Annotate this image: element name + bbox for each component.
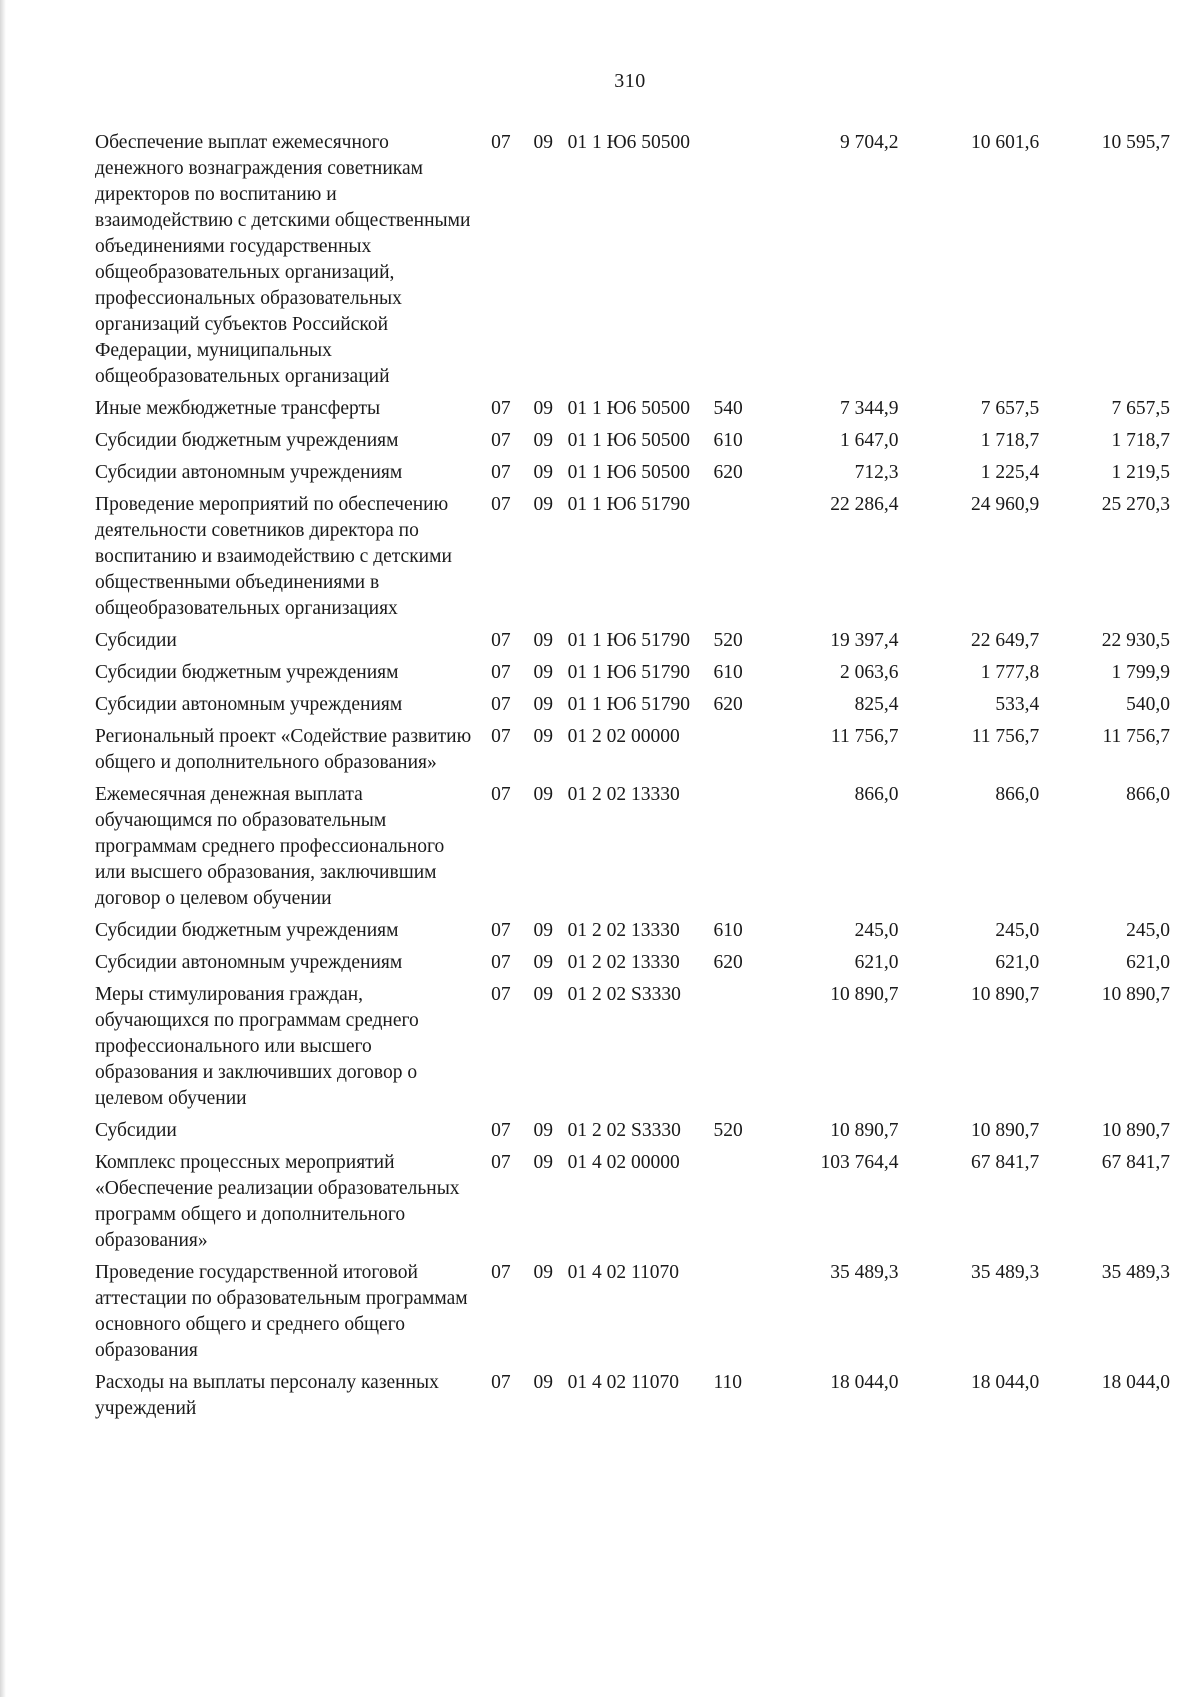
section-code: 07 xyxy=(491,430,511,451)
amount-year-2: 67 841,7 xyxy=(970,1152,1040,1173)
target-article-code: 01 4 02 00000 xyxy=(567,1152,680,1173)
amount-year-2: 866,0 xyxy=(995,784,1040,805)
amount-year-1: 245,0 xyxy=(854,920,899,941)
subsection-code: 09 xyxy=(533,132,553,153)
amount-year-3: 35 489,3 xyxy=(1101,1262,1170,1283)
target-article-code: 01 2 02 00000 xyxy=(567,726,680,747)
table-row xyxy=(95,660,1170,692)
expense-name: Меры стимулирования граждан, обучающихся по программам среднего профессионального или высшего образования и заключивших договор о целевом обучении xyxy=(95,984,419,1109)
subsection-code: 09 xyxy=(533,462,553,483)
expense-name: Субсидии бюджетным учреждениям xyxy=(95,430,399,451)
amount-year-3: 10 595,7 xyxy=(1101,132,1170,153)
subsection-code: 09 xyxy=(533,952,553,973)
expense-type-code: 520 xyxy=(713,630,743,651)
subsection-code: 09 xyxy=(533,984,553,1005)
expense-type-code: 620 xyxy=(713,694,743,715)
amount-year-2: 35 489,3 xyxy=(970,1262,1040,1283)
expense-name: Проведение мероприятий по обеспечению деятельности советников директора по воспитанию и взаимодействию с детскими общественными объединениями в общеобразовательных организациях xyxy=(95,494,452,619)
section-code: 07 xyxy=(491,1120,511,1141)
section-code: 07 xyxy=(491,984,511,1005)
subsection-code: 09 xyxy=(533,920,553,941)
amount-year-2: 22 649,7 xyxy=(970,630,1040,651)
amount-year-2: 1 225,4 xyxy=(980,462,1040,483)
expense-name: Расходы на выплаты персоналу казенных учреждений xyxy=(95,1372,439,1419)
amount-year-3: 22 930,5 xyxy=(1101,630,1170,651)
subsection-code: 09 xyxy=(533,726,553,747)
amount-year-3: 11 756,7 xyxy=(1102,726,1170,747)
expense-name: Субсидии xyxy=(95,630,177,651)
target-article-code: 01 1 Ю6 51790 xyxy=(567,630,691,651)
subsection-code: 09 xyxy=(533,1262,553,1283)
expense-type-code: 610 xyxy=(713,920,743,941)
amount-year-2: 10 601,6 xyxy=(970,132,1040,153)
table-row xyxy=(95,1150,1170,1260)
amount-year-1: 18 044,0 xyxy=(830,1372,899,1393)
amount-year-1: 103 764,4 xyxy=(820,1152,899,1173)
amount-year-1: 10 890,7 xyxy=(830,1120,899,1141)
expense-name: Ежемесячная денежная выплата обучающимся по образовательным программам среднего профессионального или высшего образования, заключившим договор о целевом обучении xyxy=(95,784,445,909)
expense-type-code xyxy=(713,1150,757,1260)
amount-year-1: 866,0 xyxy=(854,784,899,805)
subsection-code: 09 xyxy=(533,398,553,419)
amount-year-3: 866,0 xyxy=(1126,784,1170,805)
amount-year-3: 10 890,7 xyxy=(1101,1120,1170,1141)
section-code: 07 xyxy=(491,398,511,419)
table-row xyxy=(95,692,1170,724)
table-row xyxy=(95,628,1170,660)
expense-type-code: 620 xyxy=(713,462,743,483)
expense-type-code: 540 xyxy=(713,398,743,419)
table-row xyxy=(95,460,1170,492)
amount-year-2: 11 756,7 xyxy=(971,726,1040,747)
table-row xyxy=(95,724,1170,782)
amount-year-3: 25 270,3 xyxy=(1101,494,1170,515)
expense-name: Субсидии бюджетным учреждениям xyxy=(95,662,399,683)
amount-year-2: 10 890,7 xyxy=(970,1120,1040,1141)
section-code: 07 xyxy=(491,1152,511,1173)
amount-year-1: 621,0 xyxy=(854,952,899,973)
section-code: 07 xyxy=(491,662,511,683)
expense-name: Региональный проект «Содействие развитию общего и дополнительного образования» xyxy=(95,726,472,773)
section-code: 07 xyxy=(491,494,511,515)
expense-type-code xyxy=(713,782,757,918)
amount-year-2: 18 044,0 xyxy=(970,1372,1040,1393)
subsection-code: 09 xyxy=(533,494,553,515)
target-article-code: 01 2 02 S3330 xyxy=(567,1120,681,1141)
expense-name: Субсидии автономным учреждениям xyxy=(95,694,403,715)
amount-year-3: 1 718,7 xyxy=(1111,430,1170,451)
table-row xyxy=(95,782,1170,918)
section-code: 07 xyxy=(491,952,511,973)
amount-year-1: 22 286,4 xyxy=(830,494,899,515)
amount-year-1: 1 647,0 xyxy=(839,430,899,451)
table-row xyxy=(95,396,1170,428)
table-row xyxy=(95,428,1170,460)
section-code: 07 xyxy=(491,630,511,651)
subsection-code: 09 xyxy=(533,694,553,715)
table-row xyxy=(95,1118,1170,1150)
amount-year-3: 1 219,5 xyxy=(1111,462,1170,483)
amount-year-3: 67 841,7 xyxy=(1101,1152,1170,1173)
expense-name: Комплекс процессных мероприятий «Обеспечение реализации образовательных программ общего и дополнительного образования» xyxy=(95,1152,460,1251)
subsection-code: 09 xyxy=(533,1372,553,1393)
target-article-code: 01 2 02 S3330 xyxy=(567,984,681,1005)
expense-type-code xyxy=(713,1260,757,1370)
amount-year-3: 18 044,0 xyxy=(1101,1372,1170,1393)
scan-edge xyxy=(0,0,6,1697)
expense-name: Субсидии автономным учреждениям xyxy=(95,952,403,973)
budget-table xyxy=(95,130,1170,1428)
amount-year-3: 621,0 xyxy=(1126,952,1170,973)
expense-type-code: 610 xyxy=(713,662,743,683)
amount-year-1: 2 063,6 xyxy=(839,662,899,683)
expense-name: Обеспечение выплат ежемесячного денежного вознаграждения советникам директоров по воспитанию и взаимодействию с детскими общественными объединениями государственных общеобразовательных организаций, профессиональных образовательных организаций субъектов Российской Федерации, муниципальных общеобразовательных организаций xyxy=(95,132,471,387)
expense-type-code: 110 xyxy=(713,1372,742,1393)
amount-year-2: 10 890,7 xyxy=(970,984,1040,1005)
section-code: 07 xyxy=(491,920,511,941)
subsection-code: 09 xyxy=(533,430,553,451)
amount-year-3: 540,0 xyxy=(1126,694,1170,715)
section-code: 07 xyxy=(491,132,511,153)
amount-year-1: 10 890,7 xyxy=(830,984,899,1005)
table-row xyxy=(95,1370,1170,1428)
amount-year-2: 533,4 xyxy=(995,694,1040,715)
amount-year-2: 7 657,5 xyxy=(980,398,1040,419)
table-row xyxy=(95,918,1170,950)
expense-type-code: 610 xyxy=(713,430,743,451)
amount-year-2: 621,0 xyxy=(995,952,1040,973)
section-code: 07 xyxy=(491,726,511,747)
subsection-code: 09 xyxy=(533,1152,553,1173)
expense-type-code: 520 xyxy=(713,1120,743,1141)
target-article-code: 01 1 Ю6 51790 xyxy=(567,494,691,515)
amount-year-1: 7 344,9 xyxy=(839,398,899,419)
expense-type-code xyxy=(713,982,757,1118)
section-code: 07 xyxy=(491,462,511,483)
page-number: 310 xyxy=(614,70,646,92)
amount-year-3: 7 657,5 xyxy=(1111,398,1170,419)
amount-year-3: 245,0 xyxy=(1126,920,1170,941)
amount-year-2: 24 960,9 xyxy=(970,494,1040,515)
section-code: 07 xyxy=(491,784,511,805)
table-row xyxy=(95,1260,1170,1370)
amount-year-1: 35 489,3 xyxy=(830,1262,899,1283)
target-article-code: 01 4 02 11070 xyxy=(567,1262,680,1283)
expense-name: Иные межбюджетные трансферты xyxy=(95,398,381,419)
subsection-code: 09 xyxy=(533,662,553,683)
amount-year-3: 10 890,7 xyxy=(1101,984,1170,1005)
expense-type-code: 620 xyxy=(713,952,743,973)
expense-type-code xyxy=(713,492,757,628)
amount-year-2: 245,0 xyxy=(995,920,1040,941)
amount-year-1: 11 756,7 xyxy=(830,726,899,747)
amount-year-1: 712,3 xyxy=(854,462,899,483)
section-code: 07 xyxy=(491,1262,511,1283)
amount-year-1: 825,4 xyxy=(854,694,899,715)
target-article-code: 01 2 02 13330 xyxy=(567,784,680,805)
expense-type-code xyxy=(713,724,757,782)
subsection-code: 09 xyxy=(533,630,553,651)
table-row xyxy=(95,492,1170,628)
table-row xyxy=(95,982,1170,1118)
section-code: 07 xyxy=(491,694,511,715)
expense-name: Проведение государственной итоговой аттестации по образовательным программам основного общего и среднего общего образования xyxy=(95,1262,468,1361)
amount-year-2: 1 777,8 xyxy=(980,662,1040,683)
table-row xyxy=(95,950,1170,982)
expense-type-code xyxy=(713,130,757,396)
target-article-code: 01 2 02 13330 xyxy=(567,952,680,973)
target-article-code: 01 4 02 11070 xyxy=(567,1372,680,1393)
subsection-code: 09 xyxy=(533,1120,553,1141)
target-article-code: 01 1 Ю6 50500 xyxy=(567,132,691,153)
expense-name: Субсидии бюджетным учреждениям xyxy=(95,920,399,941)
amount-year-1: 9 704,2 xyxy=(839,132,899,153)
target-article-code: 01 1 Ю6 50500 xyxy=(567,462,691,483)
amount-year-2: 1 718,7 xyxy=(980,430,1040,451)
expense-name: Субсидии автономным учреждениям xyxy=(95,462,403,483)
table-row xyxy=(95,130,1170,396)
subsection-code: 09 xyxy=(533,784,553,805)
amount-year-3: 1 799,9 xyxy=(1111,662,1170,683)
target-article-code: 01 1 Ю6 51790 xyxy=(567,694,691,715)
section-code: 07 xyxy=(491,1372,511,1393)
budget-table-body xyxy=(95,130,1170,1428)
target-article-code: 01 2 02 13330 xyxy=(567,920,680,941)
target-article-code: 01 1 Ю6 50500 xyxy=(567,430,691,451)
expense-name: Субсидии xyxy=(95,1120,177,1141)
target-article-code: 01 1 Ю6 50500 xyxy=(567,398,691,419)
target-article-code: 01 1 Ю6 51790 xyxy=(567,662,691,683)
amount-year-1: 19 397,4 xyxy=(830,630,899,651)
